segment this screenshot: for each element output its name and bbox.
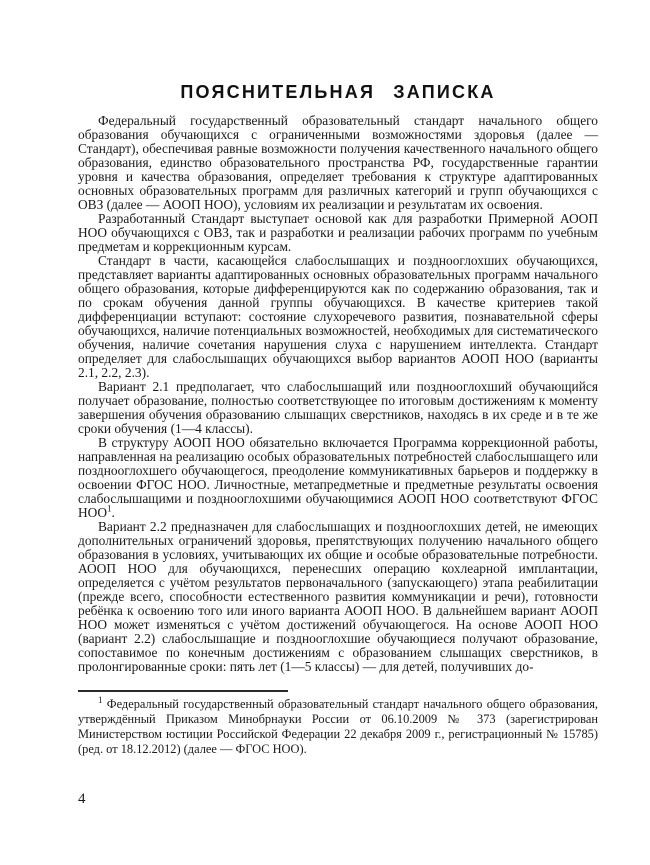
paragraph-6: Вариант 2.2 предназначен для слабослышащих и позднооглохших детей, не имеющих дополнительных ограничений здоровья, препятствующих получению начального общего образования в условиях, учитывающих их общие и особые образовательные потребности. АООП НОО для обучающихся, перенесших операцию кохлеарной имплантации, определяется с учётом результатов первоначального (запускающего) этапа реабилитации (прежде всего, способности естественного развития коммуникации и речи), готовности ребёнка к освоению того или иного варианта АООП НОО. В дальнейшем вариант АООП НОО может изменяться с учётом достижений обучающегося. На основе АООП НОО (вариант 2.2) слабослышащие и позднооглохшие обучающиеся получают образование, сопоставимое по конечным достижениям с образованием слышащих сверстников, в пролонгированные сроки: пять лет (1—5 классы) — для детей, получивших до- bbox=[78, 519, 598, 674]
paragraph-2: Разработанный Стандарт выступает основой как для разработки Примерной АООП НОО обучающихся с ОВЗ, так и разработки и реализации рабочих программ по учебным предметам и коррекционным курсам. bbox=[78, 211, 598, 254]
footnote-text: $^1$ Федеральный государственный образовательный стандарт начального общего образования, утверждённый Приказом Минобрнауки России от 06.10.2009 № 373 (зарегистрирован Министерством юстиции Российской Федерации 22 декабря 2009 г., регистрационный № 15785) (ред. от 18.12.2012) (далее — ФГОС НОО). bbox=[78, 694, 598, 756]
paragraph-4: Вариант 2.1 предполагает, что слабослышащий или позднооглохший обучающийся получает образование, полностью соответствующее по итоговым достижениям к моменту завершения обучения образованию слышащих сверстников, находясь в их среде и в те же сроки обучения (1—4 классы). bbox=[78, 379, 598, 436]
body-text bbox=[78, 114, 598, 674]
footnote-reference: 1 bbox=[107, 503, 112, 514]
paragraph-1: Федеральный государственный образовательный стандарт начального общего образования обучающихся с ограниченными возможностями здоровья (далее — Стандарт), обеспечивая равные возможности получения качественного начального общего образования, единство образовательного пространства РФ, государственные гарантии уровня и качества образования, определяет требования к структуре адаптированных основных образовательных программ для различных категорий и групп обучающихся с ОВЗ (далее — АООП НОО), условиям их реализации и результатам их освоения. bbox=[78, 113, 598, 212]
paragraph-5: В структуру АООП НОО обязательно включается Программа коррекционной работы, направленная на реализацию особых образовательных потребностей слабослышащего или позднооглохшего обучающегося, преодоление коммуникативных барьеров и поддержку в освоении ФГОС НОО. Личностные, метапредметные и предметные результаты освоения слабослышащими и позднооглохшими обучающимися АООП НОО соответствуют ФГОС НОО$^1$. bbox=[78, 435, 598, 520]
paragraph-3: Стандарт в части, касающейся слабослышащих и позднооглохших обучающихся, представляет варианты адаптированных основных образовательных программ начального общего образования, которые дифференцируются как по содержанию образования, так и по срокам обучения данной группы обучающихся. В качестве критериев такой дифференциации вступают: состояние слухоречевого развития, познавательной сферы обучающихся, наличие потенциальных возможностей, необходимых для систематического обучения, наличие сочетания нарушения слуха с нарушением интеллекта. Стандарт определяет для слабослышащих обучающихся выбор вариантов АООП НОО (варианты 2.1, 2.2, 2.3). bbox=[78, 253, 598, 380]
page-number: 4 bbox=[78, 791, 86, 807]
footnote-separator bbox=[78, 690, 288, 692]
footnote-reference: 1 bbox=[98, 694, 103, 705]
page-title: ПОЯСНИТЕЛЬНАЯ ЗАПИСКА bbox=[180, 82, 496, 102]
text-column bbox=[78, 0, 598, 757]
